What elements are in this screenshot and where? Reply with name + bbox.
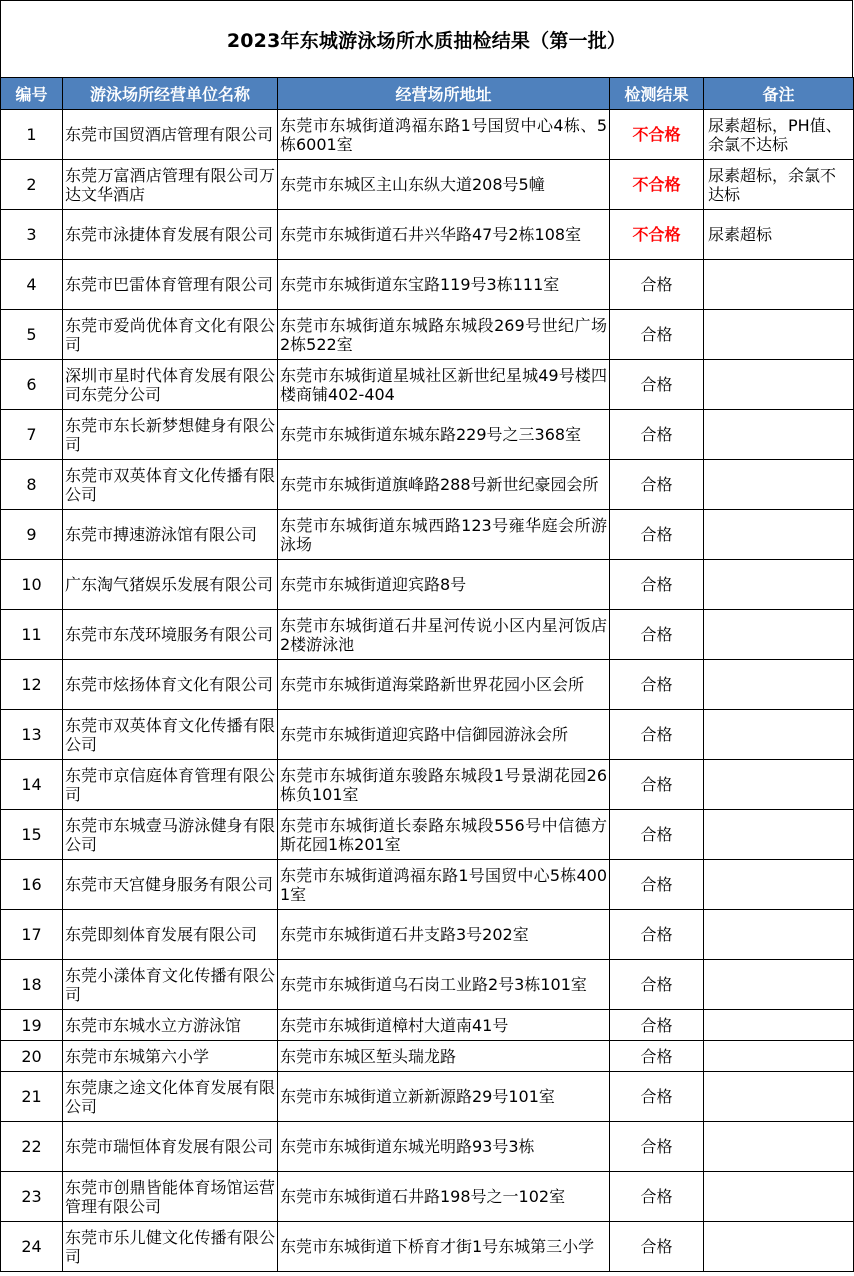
cell-operator-name: 东莞市炫扬体育文化有限公司 — [63, 660, 278, 710]
table-row — [1, 310, 854, 360]
table-row — [1, 210, 854, 260]
cell-result: 合格 — [610, 710, 704, 760]
table-row — [1, 160, 854, 210]
table-row — [1, 110, 854, 160]
table-row — [1, 560, 854, 610]
cell-address: 东莞市东城街道石井星河传说小区内星河饭店2楼游泳池 — [278, 610, 610, 660]
table-row — [1, 410, 854, 460]
cell-remark — [704, 510, 854, 560]
cell-address: 东莞市东城街道迎宾路8号 — [278, 560, 610, 610]
cell-remark: 尿素超标 — [704, 210, 854, 260]
table-row — [1, 1072, 854, 1122]
header-address: 经营场所地址 — [278, 78, 610, 110]
table-row — [1, 1010, 854, 1041]
cell-result: 合格 — [610, 860, 704, 910]
cell-address: 东莞市东城街道海棠路新世界花园小区会所 — [278, 660, 610, 710]
cell-address: 东莞市东城街道长泰路东城段556号中信德方斯花园1栋201室 — [278, 810, 610, 860]
cell-operator-name: 东莞市国贸酒店管理有限公司 — [63, 110, 278, 160]
cell-number: 7 — [1, 410, 63, 460]
header-result: 检测结果 — [610, 78, 704, 110]
cell-operator-name: 东莞市东城水立方游泳馆 — [63, 1010, 278, 1041]
cell-address: 东莞市东城街道下桥育才街1号东城第三小学 — [278, 1222, 610, 1272]
cell-address: 东莞市东城区堑头瑞龙路 — [278, 1041, 610, 1072]
cell-number: 2 — [1, 160, 63, 210]
cell-number: 8 — [1, 460, 63, 510]
cell-number: 12 — [1, 660, 63, 710]
header-operator-name: 游泳场所经营单位名称 — [63, 78, 278, 110]
cell-operator-name: 东莞即刻体育发展有限公司 — [63, 910, 278, 960]
results-table — [0, 77, 854, 1272]
cell-result: 合格 — [610, 310, 704, 360]
cell-result: 不合格 — [610, 160, 704, 210]
cell-number: 14 — [1, 760, 63, 810]
cell-result: 合格 — [610, 1041, 704, 1072]
cell-number: 9 — [1, 510, 63, 560]
cell-operator-name: 东莞市京信庭体育管理有限公司 — [63, 760, 278, 810]
cell-remark — [704, 260, 854, 310]
table-row — [1, 760, 854, 810]
header-row — [1, 78, 854, 110]
cell-operator-name: 东莞市创鼎皆能体育场馆运营管理有限公司 — [63, 1172, 278, 1222]
cell-address: 东莞市东城街道东城西路123号雍华庭会所游泳场 — [278, 510, 610, 560]
cell-number: 23 — [1, 1172, 63, 1222]
cell-operator-name: 东莞市巴雷体育管理有限公司 — [63, 260, 278, 310]
cell-address: 东莞市东城街道东骏路东城段1号景湖花园26栋负101室 — [278, 760, 610, 810]
cell-result: 合格 — [610, 510, 704, 560]
cell-address: 东莞市东城街道东城路东城段269号世纪广场2栋522室 — [278, 310, 610, 360]
cell-operator-name: 东莞万富酒店管理有限公司万达文华酒店 — [63, 160, 278, 210]
cell-remark — [704, 710, 854, 760]
table-row — [1, 510, 854, 560]
cell-number: 5 — [1, 310, 63, 360]
cell-address: 东莞市东城街道石井路198号之一102室 — [278, 1172, 610, 1222]
cell-address: 东莞市东城区主山东纵大道208号5幢 — [278, 160, 610, 210]
cell-result: 合格 — [610, 1122, 704, 1172]
cell-number: 10 — [1, 560, 63, 610]
cell-address: 东莞市东城街道星城社区新世纪星城49号楼四楼商铺402-404 — [278, 360, 610, 410]
cell-operator-name: 东莞市天宫健身服务有限公司 — [63, 860, 278, 910]
cell-number: 22 — [1, 1122, 63, 1172]
cell-result: 合格 — [610, 910, 704, 960]
cell-remark — [704, 810, 854, 860]
cell-remark — [704, 860, 854, 910]
cell-address: 东莞市东城街道乌石岗工业路2号3栋101室 — [278, 960, 610, 1010]
cell-result: 合格 — [610, 260, 704, 310]
cell-result: 合格 — [610, 960, 704, 1010]
cell-number: 24 — [1, 1222, 63, 1272]
cell-address: 东莞市东城街道鸿福东路1号国贸中心4栋、5栋6001室 — [278, 110, 610, 160]
cell-operator-name: 东莞市乐儿健文化传播有限公司 — [63, 1222, 278, 1272]
cell-number: 16 — [1, 860, 63, 910]
cell-operator-name: 东莞市泳捷体育发展有限公司 — [63, 210, 278, 260]
cell-remark: 尿素超标，余氯不达标 — [704, 160, 854, 210]
cell-remark — [704, 460, 854, 510]
cell-result: 合格 — [610, 1172, 704, 1222]
cell-address: 东莞市东城街道东城东路229号之三368室 — [278, 410, 610, 460]
cell-remark — [704, 760, 854, 810]
table-row — [1, 260, 854, 310]
table-body — [1, 110, 854, 1272]
cell-remark — [704, 360, 854, 410]
table-row — [1, 1122, 854, 1172]
cell-remark — [704, 1222, 854, 1272]
table-row — [1, 1041, 854, 1072]
cell-number: 3 — [1, 210, 63, 260]
header-number: 编号 — [1, 78, 63, 110]
cell-result: 合格 — [610, 810, 704, 860]
cell-number: 1 — [1, 110, 63, 160]
table-row — [1, 360, 854, 410]
table-row — [1, 710, 854, 760]
cell-number: 15 — [1, 810, 63, 860]
header-remark: 备注 — [704, 78, 854, 110]
table-row — [1, 1172, 854, 1222]
cell-number: 13 — [1, 710, 63, 760]
cell-operator-name: 东莞市东长新梦想健身有限公司 — [63, 410, 278, 460]
cell-remark — [704, 1041, 854, 1072]
cell-result: 合格 — [610, 1222, 704, 1272]
cell-number: 20 — [1, 1041, 63, 1072]
table-row — [1, 1222, 854, 1272]
cell-operator-name: 东莞康之途文化体育发展有限公司 — [63, 1072, 278, 1122]
table-row — [1, 910, 854, 960]
cell-remark — [704, 610, 854, 660]
table-row — [1, 960, 854, 1010]
cell-address: 东莞市东城街道东宝路119号3栋111室 — [278, 260, 610, 310]
cell-address: 东莞市东城街道鸿福东路1号国贸中心5栋4001室 — [278, 860, 610, 910]
cell-remark — [704, 960, 854, 1010]
cell-operator-name: 东莞市爱尚优体育文化有限公司 — [63, 310, 278, 360]
table-row — [1, 460, 854, 510]
table-row — [1, 860, 854, 910]
cell-number: 17 — [1, 910, 63, 960]
cell-number: 11 — [1, 610, 63, 660]
table-row — [1, 810, 854, 860]
cell-remark — [704, 310, 854, 360]
cell-result: 合格 — [610, 360, 704, 410]
cell-result: 合格 — [610, 760, 704, 810]
cell-address: 东莞市东城街道石井支路3号202室 — [278, 910, 610, 960]
cell-remark — [704, 1122, 854, 1172]
cell-operator-name: 东莞市东城第六小学 — [63, 1041, 278, 1072]
cell-remark — [704, 1010, 854, 1041]
cell-address: 东莞市东城街道立新新源路29号101室 — [278, 1072, 610, 1122]
table-row — [1, 660, 854, 710]
cell-result: 合格 — [610, 1072, 704, 1122]
cell-remark — [704, 660, 854, 710]
cell-operator-name: 广东淘气猪娱乐发展有限公司 — [63, 560, 278, 610]
cell-result: 合格 — [610, 410, 704, 460]
cell-operator-name: 东莞市双英体育文化传播有限公司 — [63, 710, 278, 760]
cell-address: 东莞市东城街道樟村大道南41号 — [278, 1010, 610, 1041]
cell-operator-name: 东莞市双英体育文化传播有限公司 — [63, 460, 278, 510]
cell-remark — [704, 560, 854, 610]
cell-remark — [704, 1172, 854, 1222]
cell-address: 东莞市东城街道迎宾路中信御园游泳会所 — [278, 710, 610, 760]
cell-number: 21 — [1, 1072, 63, 1122]
cell-result: 不合格 — [610, 110, 704, 160]
cell-result: 合格 — [610, 660, 704, 710]
cell-operator-name: 深圳市星时代体育发展有限公司东莞分公司 — [63, 360, 278, 410]
cell-remark — [704, 410, 854, 460]
cell-operator-name: 东莞市搏速游泳馆有限公司 — [63, 510, 278, 560]
cell-number: 18 — [1, 960, 63, 1010]
cell-number: 19 — [1, 1010, 63, 1041]
page-title: 2023年东城游泳场所水质抽检结果（第一批） — [0, 0, 853, 77]
cell-address: 东莞市东城街道旗峰路288号新世纪豪园会所 — [278, 460, 610, 510]
cell-operator-name: 东莞市瑞恒体育发展有限公司 — [63, 1122, 278, 1172]
cell-result: 合格 — [610, 560, 704, 610]
cell-operator-name: 东莞市东茂环境服务有限公司 — [63, 610, 278, 660]
cell-address: 东莞市东城街道东城光明路93号3栋 — [278, 1122, 610, 1172]
cell-result: 合格 — [610, 610, 704, 660]
cell-result: 不合格 — [610, 210, 704, 260]
cell-result: 合格 — [610, 460, 704, 510]
cell-operator-name: 东莞小漾体育文化传播有限公司 — [63, 960, 278, 1010]
cell-remark — [704, 910, 854, 960]
cell-address: 东莞市东城街道石井兴华路47号2栋108室 — [278, 210, 610, 260]
cell-remark — [704, 1072, 854, 1122]
cell-result: 合格 — [610, 1010, 704, 1041]
cell-remark: 尿素超标，PH值、余氯不达标 — [704, 110, 854, 160]
cell-number: 4 — [1, 260, 63, 310]
table-row — [1, 610, 854, 660]
cell-operator-name: 东莞市东城壹马游泳健身有限公司 — [63, 810, 278, 860]
cell-number: 6 — [1, 360, 63, 410]
